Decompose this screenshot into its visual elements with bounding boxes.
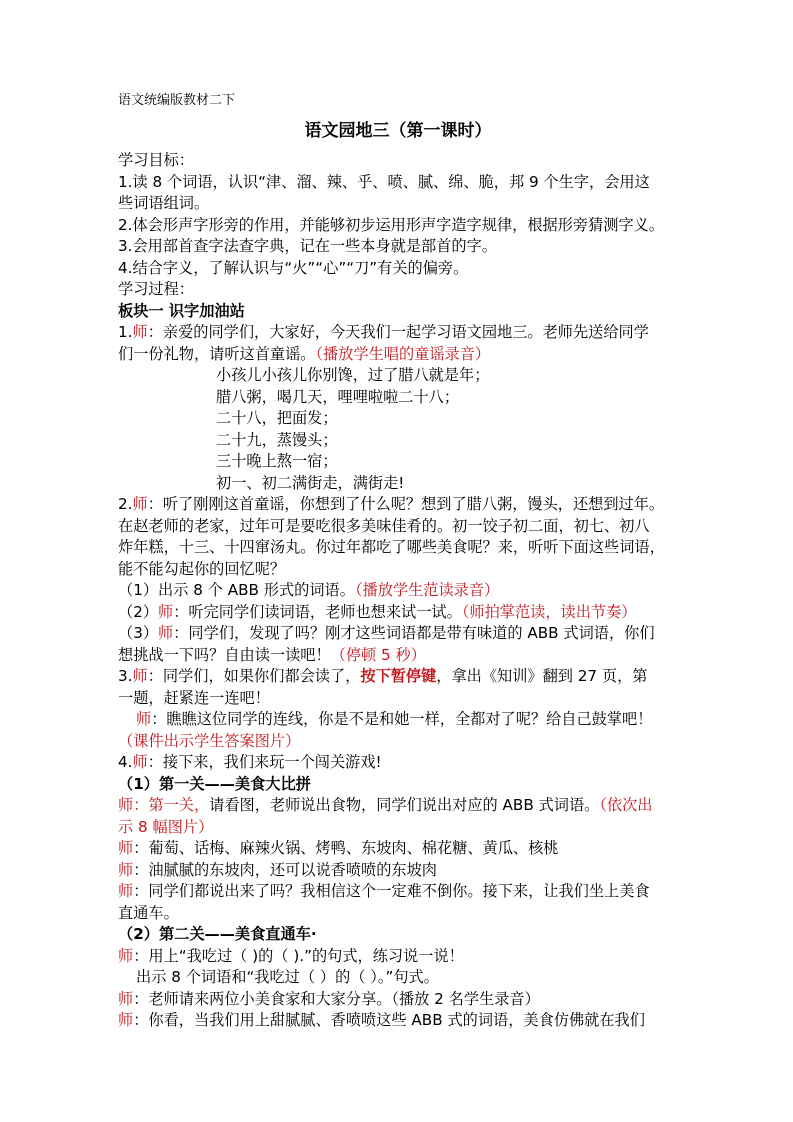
- paragraph-text: ：老师请来两位小美食家和大家分享。（播放 2 名学生录音）: [133, 989, 540, 1008]
- level-2-line: [118, 1010, 678, 1032]
- teacher-label: 师: [118, 796, 134, 814]
- level-1-line: [118, 881, 678, 903]
- document: [118, 92, 678, 1032]
- paragraph-text: 能不能勾起你的回忆呢？: [118, 559, 286, 578]
- paragraph-3b: [118, 709, 678, 731]
- stage-note: （师拍掌范读，读出节奏）: [461, 602, 637, 621]
- level-1-title: （1）第一关——美食大比拼: [118, 774, 311, 793]
- level-2-title: （2）第二关——美食直通车·: [118, 925, 317, 943]
- paragraph-num: 2.: [118, 495, 133, 513]
- paragraph-text: ：用上“我吃过（ )的（ ).”的句式，练习说一说！: [133, 946, 464, 965]
- stage-note: 示 8 幅图片）: [118, 817, 214, 836]
- paragraph-num: 1.: [118, 323, 133, 341]
- level-2-line: [118, 946, 678, 968]
- step-text: ：听完同学们读词语，老师也想来试一试。: [173, 602, 462, 621]
- step-1: [118, 580, 678, 602]
- paragraph-text: 一题，赶紧连一连吧！: [118, 688, 270, 707]
- teacher-label: 师: [118, 989, 134, 1008]
- stage-note: （依次出: [599, 796, 653, 814]
- poem-line: 腊八粥，喝几天，哩哩啦啦二十八；: [216, 387, 459, 406]
- paragraph-text: 们一份礼物，请听这首童谣。: [118, 344, 316, 363]
- step-2: [118, 602, 678, 624]
- paragraph-text: 请看图，老师说出食物，同学们说出对应的 ABB 式词语。: [209, 796, 600, 814]
- teacher-label: 师: [132, 495, 148, 513]
- step-3: [118, 623, 678, 645]
- paragraph-text: ，拿出《知训》翻到 27 页，第: [436, 667, 648, 685]
- poem-line: 二十八，把面发；: [216, 409, 338, 427]
- goals-label: 学习目标：: [118, 151, 194, 169]
- poem-line: 小孩儿小孩儿你别馋，过了腊八就是年；: [216, 366, 490, 384]
- step-3-cont: [118, 645, 678, 667]
- paragraph-text: 在赵老师的老家，过年可是要吃很多美味佳肴的。初一饺子初二面，初七、初八: [118, 516, 650, 535]
- level-1-line: [118, 860, 678, 882]
- poem-line: 二十九，蒸馒头；: [216, 430, 338, 449]
- teacher-label: 师: [118, 946, 134, 965]
- paragraph-text: ：同学们都说出来了吗？我相信这个一定难不倒你。接下来，让我们坐上美食: [133, 882, 650, 900]
- goal-line: 1.读 8 个词语，认识“津、溜、辣、乎、喷、腻、绵、脆，邦 9 个生字，会用这: [118, 172, 650, 191]
- level-label: ：第一关，: [133, 796, 210, 814]
- doc-header: 语文统编版教材二下: [118, 93, 236, 108]
- section-heading: 板块一 识字加油站: [118, 301, 245, 320]
- paragraph-text: 直通车。: [118, 903, 179, 922]
- level-1-line: [118, 838, 678, 860]
- page-title: 语文园地三（第一课时）: [304, 121, 492, 141]
- teacher-label: 师: [132, 753, 148, 771]
- paragraph-text: ：亲爱的同学们，大家好，今天我们一起学习语文园地三。老师先送给同学: [147, 323, 649, 341]
- stage-note: （播放学生唱的童谣录音）: [315, 344, 491, 363]
- teacher-label: 师: [158, 602, 174, 621]
- teacher-label: 师: [132, 323, 148, 341]
- step-prefix: （3）: [118, 624, 159, 642]
- paragraph-text: ：葡萄、话梅、麻辣火锅、烤鸭、东坡肉、棉花糖、黄瓜、核桃: [133, 839, 559, 857]
- paragraph-text: ：接下来，我们来玩一个闯关游戏!: [147, 753, 382, 771]
- goal-line: 2.体会形声字形旁的作用，并能够初步运用形声字造字规律，根据形旁猜测字义。: [118, 215, 665, 234]
- paragraph-text: ：油腻腻的东坡肉，还可以说香喷喷的东坡肉: [133, 860, 437, 879]
- teacher-label: 师: [118, 1011, 134, 1029]
- paragraph-2: [118, 494, 678, 516]
- poem-line: 初一、初二满街走，满街走!: [216, 473, 405, 492]
- process-label: 学习过程：: [118, 280, 194, 298]
- level-2-line: [118, 989, 678, 1011]
- stage-note: （停顿 5 秒）: [330, 645, 426, 664]
- level-1-line: [118, 795, 678, 817]
- teacher-label: 师: [118, 882, 134, 900]
- paragraph-4: [118, 752, 678, 774]
- stage-note: （播放学生范读录音）: [354, 581, 500, 599]
- paragraph-num: 4.: [118, 753, 133, 771]
- paragraph-text: ：瞧瞧这位同学的连线，你是不是和她一样，全都对了呢？给自己鼓掌吧！: [151, 710, 653, 728]
- teacher-label: 师: [118, 860, 134, 879]
- teacher-label: 师: [136, 710, 152, 728]
- level-2-line: 出示 8 个词语和“我吃过（ ）的（ ）。”句式。: [136, 968, 439, 986]
- paragraph-1-cont: [118, 344, 678, 366]
- goal-line: 3.会用部首查字法查字典，记在一些本身就是部首的字。: [118, 237, 497, 255]
- stage-note: （课件出示学生答案图片）: [118, 731, 301, 750]
- emphasis-text: 按下暂停键: [360, 667, 437, 685]
- teacher-label: 师: [118, 839, 134, 857]
- poem-line: 三十晚上熬一宿；: [216, 452, 338, 470]
- step-text: 想挑战一下吗？自由读一读吧！: [118, 645, 331, 664]
- goal-line: 些词语组词。: [118, 194, 210, 212]
- teacher-label: 师: [158, 624, 174, 642]
- paragraph-3: [118, 666, 678, 688]
- step-prefix: （2）: [118, 602, 159, 621]
- paragraph-1: [118, 322, 678, 344]
- paragraph-text: 炸年糕，十三、十四窜汤丸。你过年都吃了哪些美食呢？来，听听下面这些词语，: [118, 538, 665, 556]
- teacher-label: 师: [132, 667, 148, 685]
- paragraph-text: ：同学们，如果你们都会读了，: [147, 667, 361, 685]
- paragraph-num: 3.: [118, 667, 133, 685]
- goal-line: 4.结合字义，了解认识与“火”“心”“刀”有关的偏旁。: [118, 258, 469, 277]
- step-text: ：同学们，发现了吗？刚才这些词语都是带有味道的 ABB 式词语，你们: [173, 624, 655, 642]
- step-text: （1）出示 8 个 ABB 形式的词语。: [118, 581, 355, 599]
- paragraph-text: ：你看，当我们用上甜腻腻、香喷喷这些 ABB 式的词语，美食仿佛就在我们: [133, 1011, 645, 1029]
- paragraph-text: ：听了刚刚这首童谣，你想到了什么呢？想到了腊八粥，馒头，还想到过年。: [147, 495, 665, 513]
